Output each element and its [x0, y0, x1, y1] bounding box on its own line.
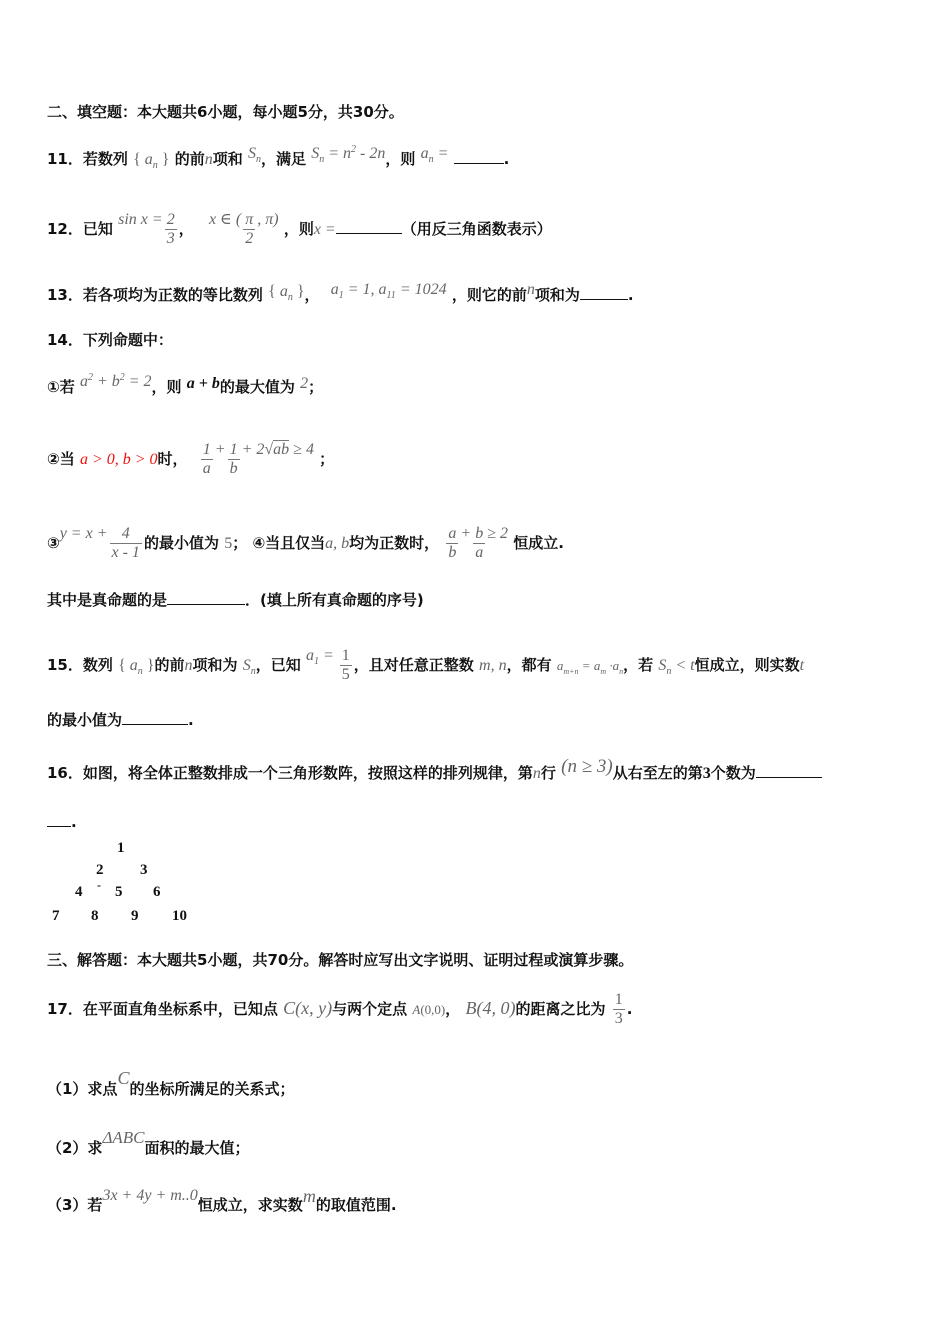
- q11-answer-blank: [454, 149, 504, 164]
- q16-line-2: .: [47, 812, 77, 832]
- question-13: 13．若各项均为正数的等比数列 { $a_n$ }， $a_1 = 1$, $a_{11} = 1024$ ，则它的前n项和为 .: [47, 281, 634, 304]
- section-2-heading: 二、填空题：本大题共6小题，每小题5分，共30分。: [47, 103, 404, 121]
- tri-num: 1: [117, 840, 125, 856]
- section-3-heading: 三、解答题：本大题共5小题，共70分。解答时应写出文字说明、证明过程或演算步骤。: [47, 951, 634, 969]
- question-14-title: 14．下列命题中：: [47, 331, 173, 349]
- tri-num: 5: [115, 884, 123, 900]
- question-15: 15．数列 { $a_n$ }的前n项和为 $S_n$，已知 $a_1$ = $\frac{1}{5}$ ，且对任意正整数 m, n，都有 $a_{m+n} = a_m \cdot a_n$，若 $S_n < t$恒成立，则实数t: [47, 647, 805, 683]
- q15-line-2: 的最小值为 .: [47, 711, 194, 729]
- question-12: 12．已知 sin x = $\frac{2}{3}$ ， x ∈ ( $\frac{\pi}{2}$ , π) ，则x = （用反三角函数表示）: [47, 211, 552, 247]
- q17-part-2: （2）求ΔABC面积的最大值；: [47, 1128, 250, 1157]
- tri-num: 6: [153, 884, 161, 900]
- tri-dash: -: [97, 878, 101, 892]
- q15-answer-blank: [122, 710, 188, 725]
- q14-proposition-1: ①若 $a^2 + b^2 = 2$，则 a + b的最大值为 2；: [47, 372, 324, 396]
- tri-num: 4: [75, 884, 83, 900]
- question-16: 16．如图，将全体正整数排成一个三角形数阵，按照这样的排列规律，第n行 (n ≥ 3)从右至左的第3个数为: [47, 752, 822, 789]
- tri-num: 7: [52, 908, 60, 924]
- q14-proposition-3-4: ③y = x + $\frac{4}{x - 1}$ 的最小值为 5； ④当且仅当a, b均为正数时， $\frac{a}{b}$ + $\frac{b}{a}$ ≥ 2 恒成立.: [47, 525, 564, 561]
- q11-number: 11．若数列: [47, 150, 128, 168]
- q16-answer-blank: [756, 763, 822, 778]
- q17-part-1: （1）求点C的坐标所满足的关系式；: [47, 1068, 295, 1098]
- q17-part-3: （3）若3x + 4y + m..0恒成立，求实数m的取值范围.: [47, 1186, 397, 1214]
- q14-answer-blank: [167, 590, 245, 605]
- question-17: 17．在平面直角坐标系中，已知点 C(x, y)与两个定点 A(0,0)， B(4, 0)的距离之比为 $\frac{1}{3}$ .: [47, 991, 633, 1027]
- tri-num: 9: [131, 908, 139, 924]
- q14-proposition-2: ②当 a > 0, b > 0时， $\frac{1}{a}$ + $\frac{1}{b}$ + 2√ab ≥ 4 ；: [47, 441, 335, 477]
- tri-num: 3: [140, 862, 148, 878]
- tri-num: 2: [96, 862, 104, 878]
- tri-num: 8: [91, 908, 99, 924]
- q13-answer-blank: [580, 285, 628, 300]
- tri-num: 10: [172, 908, 187, 924]
- q12-answer-blank: [336, 219, 402, 234]
- q14-question: 其中是真命题的是 ．(填上所有真命题的序号): [47, 591, 424, 609]
- question-11: 11．若数列 { $a_n$ } 的前n项和 $S_n$，满足 $S_n = n^2 - 2n$，则 $a_n$ = .: [47, 144, 510, 171]
